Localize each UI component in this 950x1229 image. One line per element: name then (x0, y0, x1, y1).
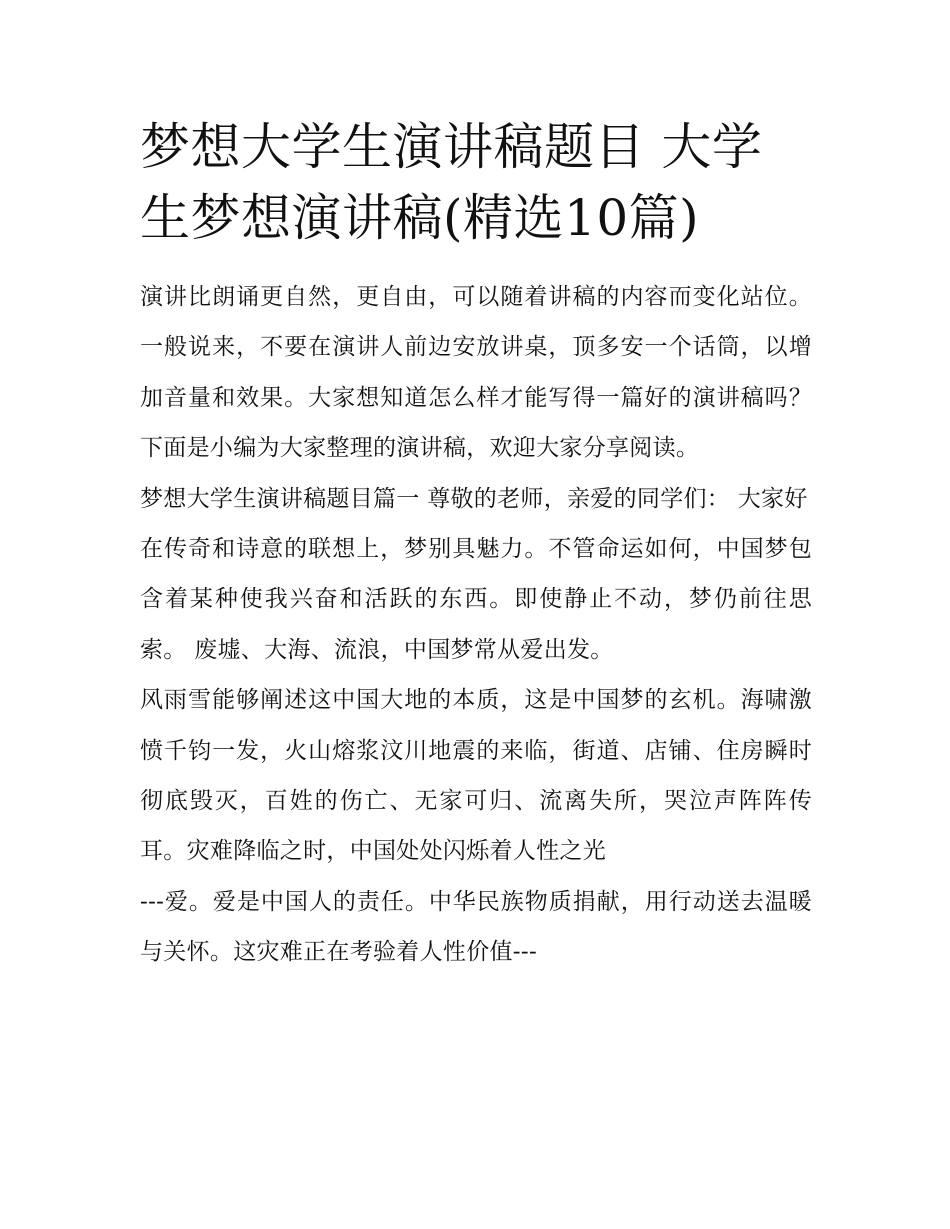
document-title: 梦想大学生演讲稿题目 大学生梦想演讲稿(精选10篇) (140, 118, 763, 247)
paragraph-intro: 演讲比朗诵更自然，更自由，可以随着讲稿的内容而变化站位。一般说来，不要在演讲人前边安放讲桌，顶多安一个话筒，以增加音量和效果。大家想知道怎么样才能写得一篇好的演讲稿吗？下面是小编为大家整理的演讲稿，欢迎大家分享阅读。 (140, 284, 812, 462)
paragraph-love: ---爱。爱是中国人的责任。中华民族物质捐献，用行动送去温暖与关怀。这灾难正在考验着人性价值--- (140, 888, 812, 966)
document-body (140, 272, 812, 978)
paragraph-disaster: 风雨雪能够阐述这中国大地的本质，这是中国梦的玄机。海啸激愤千钧一发，火山熔浆汶川地震的来临，街道、店铺、住房瞬时彻底毁灭，百姓的伤亡、无家可归、流离失所，哭泣声阵阵传耳。灾难降临之时，中国处处闪烁着人性之光 (140, 687, 812, 865)
document-page (140, 112, 812, 978)
paragraph-dream: 在传奇和诗意的联想上，梦别具魅力。不管命运如何，中国梦包含着某种使我兴奋和活跃的东西。即使静止不动，梦仍前往思索。 废墟、大海、流浪，中国梦常从爱出发。 (140, 536, 812, 663)
paragraph-greeting: 梦想大学生演讲稿题目篇一 尊敬的老师，亲爱的同学们： 大家好 (140, 485, 808, 512)
